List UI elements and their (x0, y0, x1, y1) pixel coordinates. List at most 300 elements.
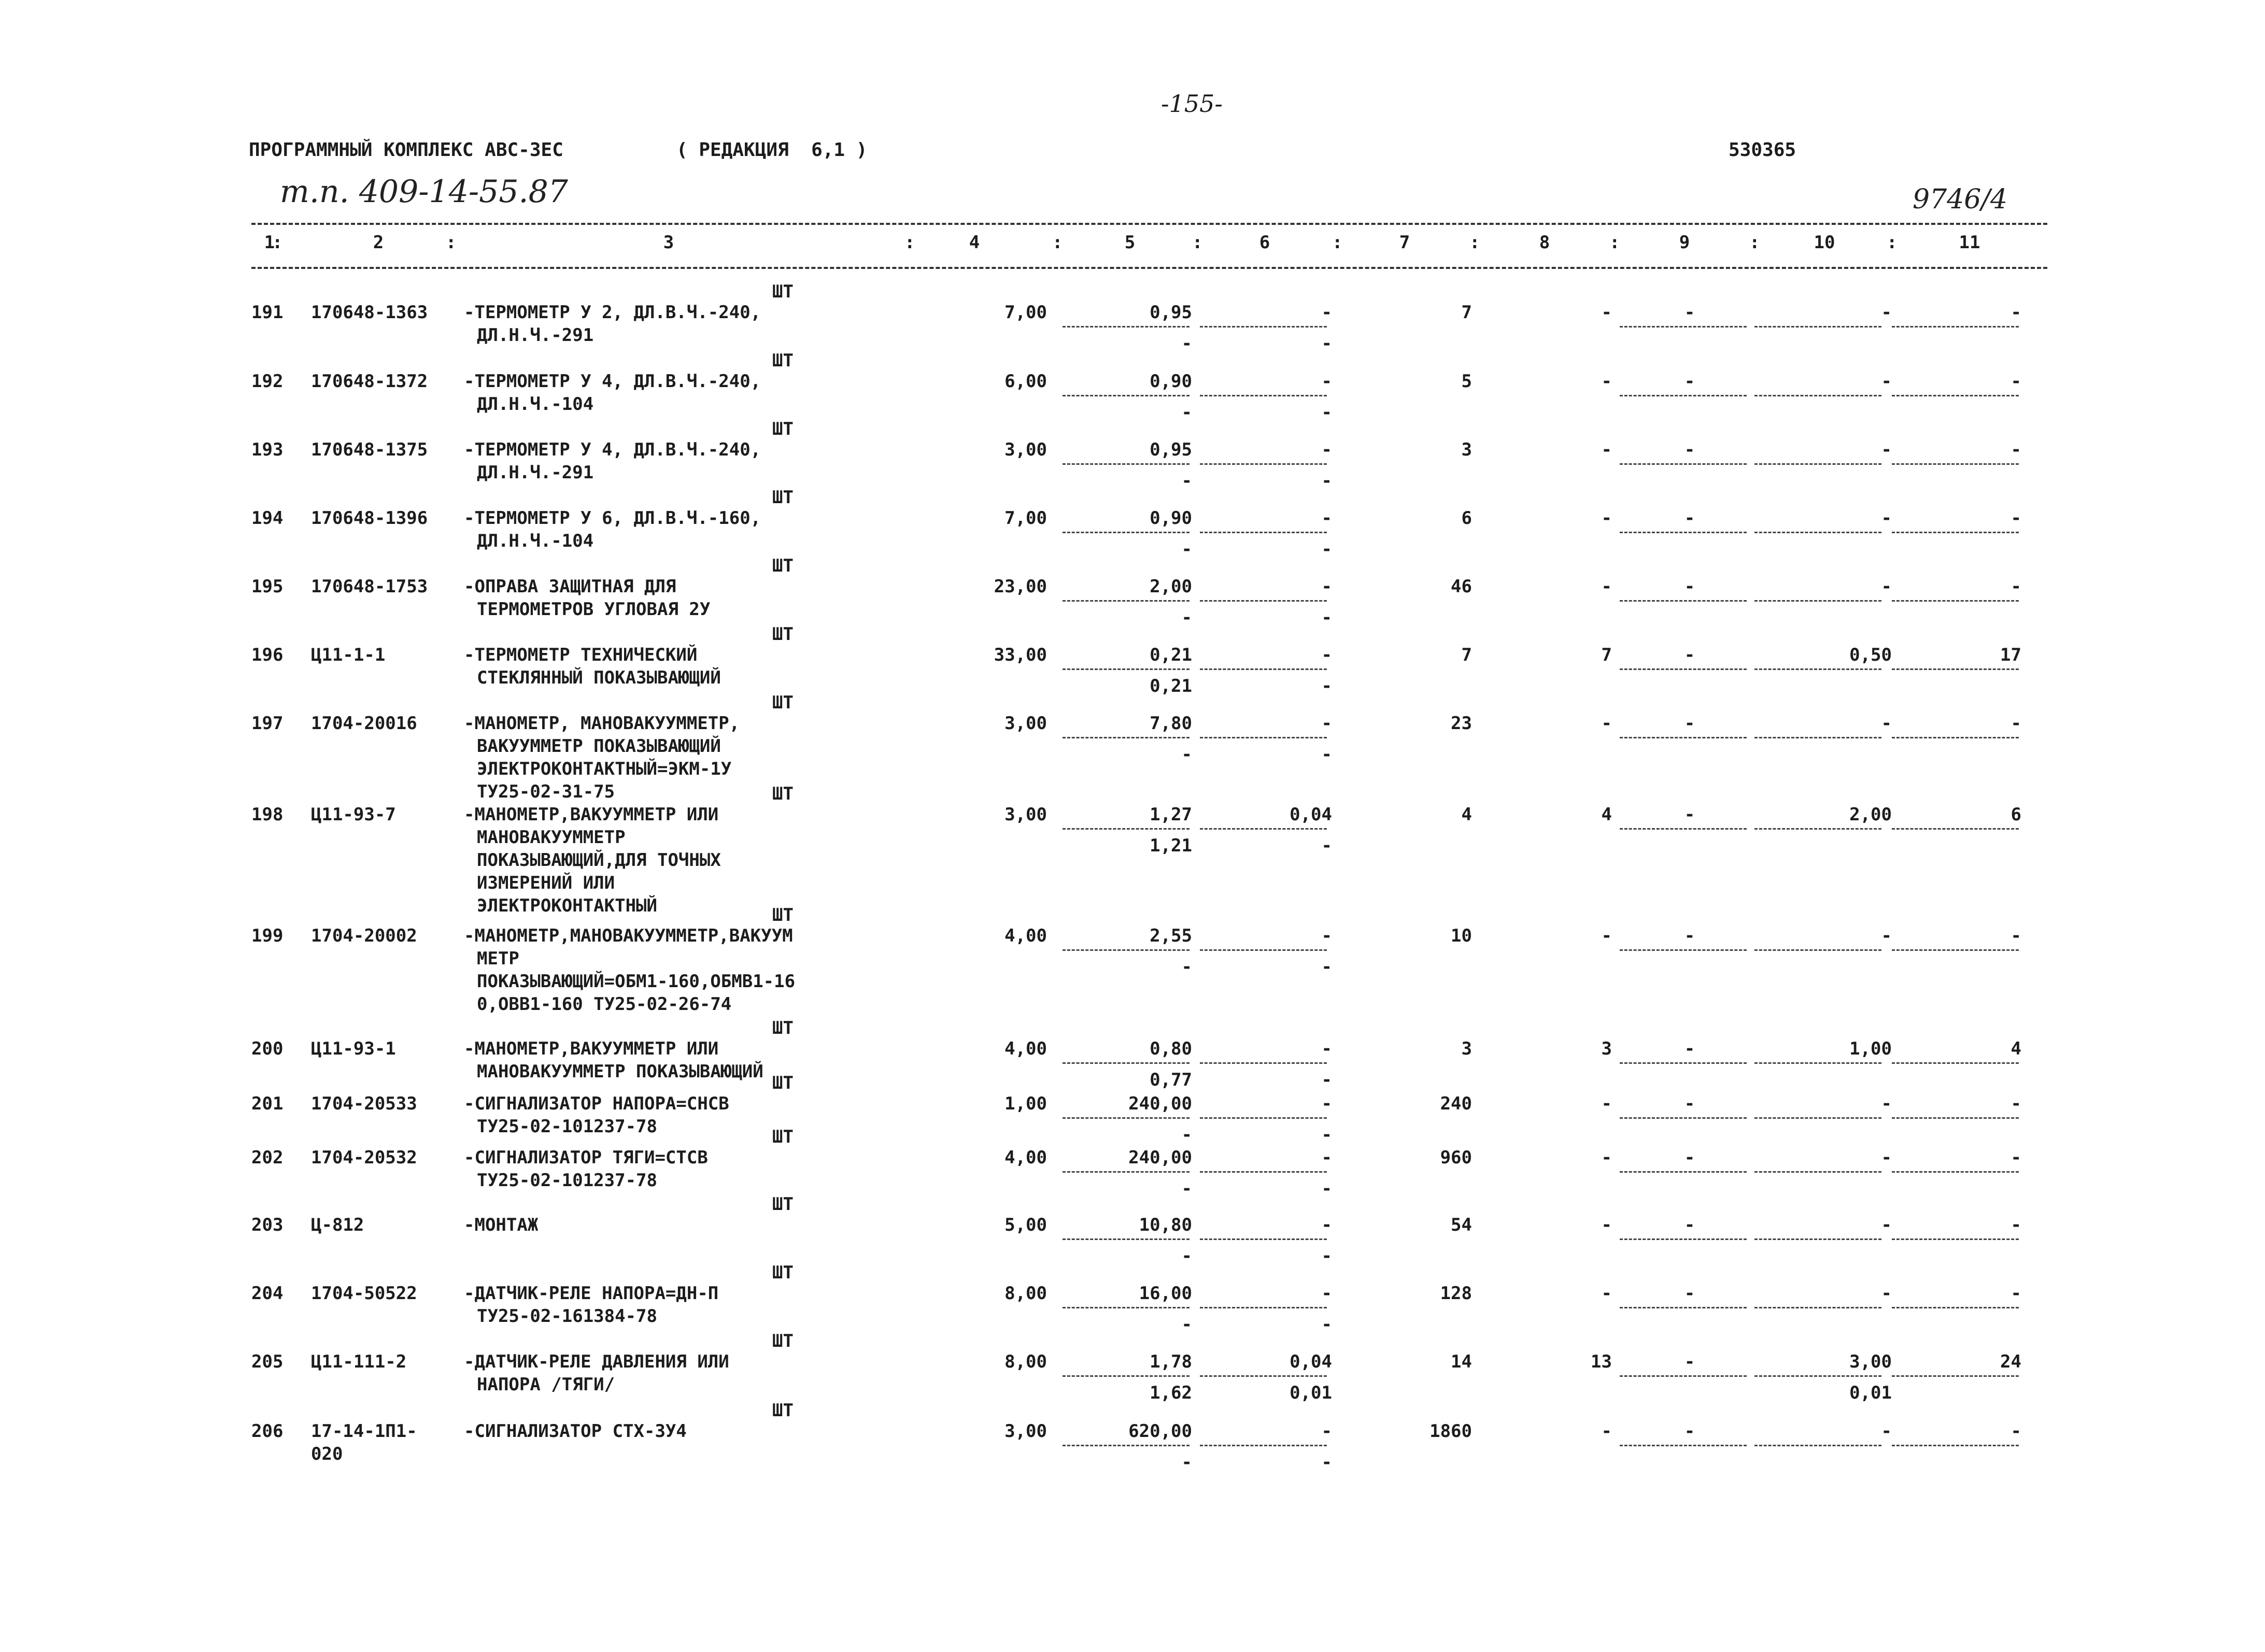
quantity: 23,00 (994, 576, 1047, 597)
item-name-line: ПОКАЗЫВАЮЩИЙ=ОБМ1-160,ОБМВ1-16 (477, 971, 796, 992)
col7-value: 6 (1461, 508, 1472, 529)
subtotal-rule (1892, 1238, 2019, 1240)
subtotal-rule (1200, 532, 1327, 533)
col5-second: - (1181, 607, 1192, 628)
row-number: 205 (251, 1351, 284, 1372)
item-name-line: -СИГНАЛИЗАТОР НАПОРА=СНСВ (464, 1093, 729, 1114)
subtotal-rule (1620, 1062, 1747, 1064)
col6-second: - (1321, 471, 1332, 491)
item-name-line: ДЛ.Н.Ч.-291 (477, 325, 594, 346)
row-number: 201 (251, 1093, 284, 1114)
col-header-9: 9 (1679, 232, 1690, 253)
unit-label: ШТ (772, 905, 794, 925)
item-code: 17-14-1П1- (311, 1421, 417, 1442)
col5-second: - (1181, 1314, 1192, 1335)
col8-value: - (1601, 576, 1612, 597)
item-code: Ц11-1-1 (311, 645, 386, 665)
col5-second: - (1181, 1178, 1192, 1199)
subtotal-rule (1892, 1117, 2019, 1119)
item-name-line: ИЗМЕРЕНИЙ ИЛИ (477, 873, 615, 893)
program-title: ПРОГРАММНЫЙ КОМПЛЕКС АВС-ЗЕС (249, 139, 563, 161)
col6-second: - (1321, 1246, 1332, 1266)
col5-value: 0,95 (1150, 302, 1192, 323)
col5-value: 0,90 (1150, 371, 1192, 392)
item-name-line: ТУ25-02-101237-78 (477, 1116, 657, 1137)
row-number: 202 (251, 1147, 284, 1168)
col5-second: - (1181, 471, 1192, 491)
item-code: Ц-812 (311, 1215, 364, 1235)
subtotal-rule (1200, 600, 1327, 602)
col10-value: - (1881, 1421, 1892, 1442)
col10-value: 0,50 (1849, 645, 1892, 665)
item-code: 170648-1363 (311, 302, 428, 323)
col6-second: 0,01 (1290, 1383, 1332, 1403)
subtotal-rule (1200, 949, 1327, 951)
row-number: 195 (251, 576, 284, 597)
unit-label: ШТ (772, 350, 794, 371)
col8-value: 4 (1601, 804, 1612, 825)
quantity: 7,00 (1004, 302, 1047, 323)
item-name-line: ЭЛЕКТРОКОНТАКТНЫЙ=ЭКМ-1У (477, 759, 732, 779)
col5-value: 16,00 (1139, 1283, 1192, 1304)
subtotal-rule (1754, 1171, 1881, 1173)
col5-second: 0,77 (1150, 1070, 1192, 1090)
col6-value: - (1321, 1038, 1332, 1059)
col9-value: - (1684, 1215, 1695, 1235)
col-separators: : (1192, 232, 1203, 253)
col10-value: 1,00 (1849, 1038, 1892, 1059)
row-number: 192 (251, 371, 284, 392)
row-number: 199 (251, 925, 284, 946)
col10-value: - (1881, 576, 1892, 597)
subtotal-rule (1200, 668, 1327, 670)
subtotal-rule (1063, 600, 1190, 602)
item-name-line: -МАНОМЕТР,ВАКУУММЕТР ИЛИ (464, 1038, 719, 1059)
col11-value: 4 (2011, 1038, 2021, 1059)
col8-value: - (1601, 925, 1612, 946)
col11-value: - (2011, 1283, 2021, 1304)
col6-value: 0,04 (1290, 804, 1332, 825)
col-header-4: 4 (969, 232, 980, 253)
col-header-6: 6 (1259, 232, 1270, 253)
header-rule (251, 267, 2047, 269)
col-header-2: 2 (373, 232, 384, 253)
quantity: 3,00 (1004, 1421, 1047, 1442)
row-number: 198 (251, 804, 284, 825)
subtotal-rule (1892, 1375, 2019, 1377)
item-name-line: НАПОРА /ТЯГИ/ (477, 1374, 615, 1395)
item-name-line: МЕТР (477, 948, 519, 969)
col11-value: - (2011, 1215, 2021, 1235)
subtotal-rule (1200, 463, 1327, 465)
col10-value: - (1881, 713, 1892, 734)
col6-second: - (1321, 607, 1332, 628)
quantity: 6,00 (1004, 371, 1047, 392)
col6-value: - (1321, 302, 1332, 323)
col5-second: - (1181, 402, 1192, 423)
col8-value: - (1601, 508, 1612, 529)
col10-value: - (1881, 302, 1892, 323)
subtotal-rule (1200, 828, 1327, 830)
subtotal-rule (1892, 949, 2019, 951)
col9-value: - (1684, 371, 1695, 392)
col10-value: 2,00 (1849, 804, 1892, 825)
subtotal-rule (1200, 395, 1327, 396)
col6-second: - (1321, 539, 1332, 560)
subtotal-rule (1200, 1307, 1327, 1308)
subtotal-rule (1892, 737, 2019, 738)
subtotal-rule (1754, 463, 1881, 465)
row-number: 203 (251, 1215, 284, 1235)
col-separators: : (1749, 232, 1760, 253)
quantity: 3,00 (1004, 804, 1047, 825)
item-name-line: -МАНОМЕТР,ВАКУУММЕТР ИЛИ (464, 804, 719, 825)
col9-value: - (1684, 576, 1695, 597)
item-name-line: -МОНТАЖ (464, 1215, 539, 1235)
subtotal-rule (1620, 1375, 1747, 1377)
col6-value: - (1321, 645, 1332, 665)
col5-second: - (1181, 957, 1192, 977)
col5-second: 0,21 (1150, 676, 1192, 696)
row-number: 206 (251, 1421, 284, 1442)
subtotal-rule (1200, 1117, 1327, 1119)
unit-label: ШТ (772, 1400, 794, 1421)
col8-value: 7 (1601, 645, 1612, 665)
unit-label: ШТ (772, 487, 794, 508)
item-name-line: ТЕРМОМЕТРОВ УГЛОВАЯ 2У (477, 599, 711, 620)
col10-value: - (1881, 1283, 1892, 1304)
quantity: 8,00 (1004, 1283, 1047, 1304)
subtotal-rule (1892, 463, 2019, 465)
subtotal-rule (1754, 1062, 1881, 1064)
col7-value: 128 (1440, 1283, 1472, 1304)
col5-value: 2,00 (1150, 576, 1192, 597)
col5-second: - (1181, 333, 1192, 354)
col9-value: - (1684, 1351, 1695, 1372)
col9-value: - (1684, 1421, 1695, 1442)
subtotal-rule (1892, 1307, 2019, 1308)
subtotal-rule (1754, 532, 1881, 533)
subtotal-rule (1754, 737, 1881, 738)
row-number: 193 (251, 439, 284, 460)
col11-value: - (2011, 1147, 2021, 1168)
col11-value: - (2011, 713, 2021, 734)
col6-second: - (1321, 676, 1332, 696)
subtotal-rule (1063, 1117, 1190, 1119)
subtotal-rule (1754, 1238, 1881, 1240)
col6-value: 0,04 (1290, 1351, 1332, 1372)
row-number: 204 (251, 1283, 284, 1304)
item-name-line: ТУ25-02-161384-78 (477, 1306, 657, 1327)
row-number: 197 (251, 713, 284, 734)
col10-second: 0,01 (1849, 1383, 1892, 1403)
subtotal-rule (1063, 395, 1190, 396)
col11-value: - (2011, 1421, 2021, 1442)
item-name-line: ТУ25-02-31-75 (477, 781, 615, 802)
col6-second: - (1321, 1452, 1332, 1473)
col5-second: - (1181, 744, 1192, 765)
col-header-8: 8 (1539, 232, 1550, 253)
item-code: 170648-1753 (311, 576, 428, 597)
item-name-line: ВАКУУММЕТР ПОКАЗЫВАЮЩИЙ (477, 736, 721, 757)
col8-value: - (1601, 1147, 1612, 1168)
item-name-line: -ТЕРМОМЕТР ТЕХНИЧЕСКИЙ (464, 645, 698, 665)
subtotal-rule (1754, 395, 1881, 396)
item-code: 170648-1396 (311, 508, 428, 529)
col7-value: 7 (1461, 645, 1472, 665)
unit-label: ШТ (772, 281, 794, 302)
subtotal-rule (1892, 1445, 2019, 1446)
subtotal-rule (1063, 737, 1190, 738)
col10-value: - (1881, 1215, 1892, 1235)
quantity: 3,00 (1004, 439, 1047, 460)
col10-value: - (1881, 1093, 1892, 1114)
item-name-line: -СИГНАЛИЗАТОР ТЯГИ=СТСВ (464, 1147, 708, 1168)
item-code: 170648-1375 (311, 439, 428, 460)
col-separators: : (1332, 232, 1343, 253)
col6-value: - (1321, 1283, 1332, 1304)
item-code: Ц11-93-1 (311, 1038, 396, 1059)
col6-second: - (1321, 1070, 1332, 1090)
item-code: 1704-20002 (311, 925, 417, 946)
col6-second: - (1321, 835, 1332, 856)
col8-value: - (1601, 1421, 1612, 1442)
item-name-line: -ТЕРМОМЕТР У 6, ДЛ.В.Ч.-160, (464, 508, 761, 529)
col11-value: 17 (2000, 645, 2021, 665)
col10-value: - (1881, 439, 1892, 460)
subtotal-rule (1892, 1062, 2019, 1064)
subtotal-rule (1754, 1445, 1881, 1446)
subtotal-rule (1754, 1375, 1881, 1377)
item-name-line: ДЛ.Н.Ч.-291 (477, 462, 594, 483)
col7-value: 4 (1461, 804, 1472, 825)
subtotal-rule (1892, 668, 2019, 670)
col10-value: - (1881, 508, 1892, 529)
col6-value: - (1321, 1147, 1332, 1168)
unit-label: ШТ (772, 784, 794, 804)
subtotal-rule (1200, 1445, 1327, 1446)
quantity: 3,00 (1004, 713, 1047, 734)
col5-value: 2,55 (1150, 925, 1192, 946)
col-header-11: 11 (1959, 232, 1980, 253)
subtotal-rule (1620, 828, 1747, 830)
quantity: 4,00 (1004, 1147, 1047, 1168)
subtotal-rule (1620, 600, 1747, 602)
subtotal-rule (1620, 737, 1747, 738)
col-separators: : (1887, 232, 1898, 253)
subtotal-rule (1754, 1307, 1881, 1308)
col-separators: : (904, 232, 915, 253)
col5-value: 0,95 (1150, 439, 1192, 460)
col-header-5: 5 (1124, 232, 1136, 253)
col9-value: - (1684, 645, 1695, 665)
col8-value: - (1601, 1283, 1612, 1304)
item-name-line: -МАНОМЕТР,МАНОВАКУУММЕТР,ВАКУУМ (464, 925, 793, 946)
col10-value: - (1881, 1147, 1892, 1168)
col11-value: - (2011, 371, 2021, 392)
subtotal-rule (1754, 828, 1881, 830)
col-separators: : (1052, 232, 1063, 253)
subtotal-rule (1620, 463, 1747, 465)
col6-value: - (1321, 1093, 1332, 1114)
subtotal-rule (1200, 1375, 1327, 1377)
item-code: 1704-50522 (311, 1283, 417, 1304)
col9-value: - (1684, 1093, 1695, 1114)
subtotal-rule (1063, 1445, 1190, 1446)
col-separators: : (272, 232, 283, 253)
col6-second: - (1321, 1178, 1332, 1199)
col6-second: - (1321, 1124, 1332, 1145)
subtotal-rule (1063, 828, 1190, 830)
page-number: -155- (1161, 90, 1223, 118)
subtotal-rule (1892, 600, 2019, 602)
subtotal-rule (1063, 949, 1190, 951)
col10-value: - (1881, 371, 1892, 392)
col6-second: - (1321, 1314, 1332, 1335)
col6-second: - (1321, 333, 1332, 354)
quantity: 4,00 (1004, 925, 1047, 946)
subtotal-rule (1200, 1238, 1327, 1240)
quantity: 5,00 (1004, 1215, 1047, 1235)
item-name-line: -ТЕРМОМЕТР У 4, ДЛ.В.Ч.-240, (464, 371, 761, 392)
col8-value: - (1601, 302, 1612, 323)
unit-label: ШТ (772, 1127, 794, 1147)
row-number: 196 (251, 645, 284, 665)
col10-value: - (1881, 925, 1892, 946)
col-header-7: 7 (1399, 232, 1410, 253)
item-name-line: ДЛ.Н.Ч.-104 (477, 531, 594, 551)
quantity: 8,00 (1004, 1351, 1047, 1372)
col7-value: 960 (1440, 1147, 1472, 1168)
col11-value: - (2011, 1093, 2021, 1114)
subtotal-rule (1620, 326, 1747, 327)
quantity: 1,00 (1004, 1093, 1047, 1114)
col5-second: 1,21 (1150, 835, 1192, 856)
col6-value: - (1321, 1215, 1332, 1235)
col11-value: - (2011, 925, 2021, 946)
subtotal-rule (1620, 1171, 1747, 1173)
col-header-1: 1 (264, 232, 275, 253)
item-name-line: ЭЛЕКТРОКОНТАКТНЫЙ (477, 895, 657, 916)
col9-value: - (1684, 1283, 1695, 1304)
col8-value: - (1601, 713, 1612, 734)
item-name-line: -ОПРАВА ЗАЩИТНАЯ ДЛЯ (464, 576, 676, 597)
item-name-line: -ДАТЧИК-РЕЛЕ ДАВЛЕНИЯ ИЛИ (464, 1351, 729, 1372)
col7-value: 14 (1451, 1351, 1472, 1372)
subtotal-rule (1892, 395, 2019, 396)
col6-value: - (1321, 508, 1332, 529)
unit-label: ШТ (772, 1331, 794, 1351)
col-separators: : (446, 232, 457, 253)
col9-value: - (1684, 1147, 1695, 1168)
subtotal-rule (1063, 532, 1190, 533)
unit-label: ШТ (772, 419, 794, 439)
subtotal-rule (1063, 1062, 1190, 1064)
item-code: Ц11-93-7 (311, 804, 396, 825)
item-name-line: ДЛ.Н.Ч.-104 (477, 394, 594, 415)
col5-value: 620,00 (1128, 1421, 1192, 1442)
item-name-line: -МАНОМЕТР, МАНОВАКУУММЕТР, (464, 713, 740, 734)
col5-second: 1,62 (1150, 1383, 1192, 1403)
item-name-line: -СИГНАЛИЗАТОР СТХ-3У4 (464, 1421, 687, 1442)
subtotal-rule (1754, 668, 1881, 670)
col5-value: 0,80 (1150, 1038, 1192, 1059)
col-separators: : (1469, 232, 1480, 253)
subtotal-rule (1063, 326, 1190, 327)
col8-value: - (1601, 439, 1612, 460)
col5-value: 1,78 (1150, 1351, 1192, 1372)
unit-label: ШТ (772, 1073, 794, 1093)
subtotal-rule (1200, 1171, 1327, 1173)
col5-value: 240,00 (1128, 1093, 1192, 1114)
subtotal-rule (1063, 1171, 1190, 1173)
col6-value: - (1321, 713, 1332, 734)
item-name-line: 0,ОВВ1-160 ТУ25-02-26-74 (477, 994, 732, 1015)
row-number: 200 (251, 1038, 284, 1059)
item-code: Ц11-111-2 (311, 1351, 407, 1372)
col5-value: 7,80 (1150, 713, 1192, 734)
col7-value: 3 (1461, 439, 1472, 460)
subtotal-rule (1754, 949, 1881, 951)
col10-value: 3,00 (1849, 1351, 1892, 1372)
subtotal-rule (1620, 949, 1747, 951)
item-name-line: МАНОВАКУУММЕТР ПОКАЗЫВАЮЩИЙ (477, 1061, 763, 1082)
project-number-handwritten: т.п. 409-14-55.87 (280, 174, 568, 210)
subtotal-rule (1200, 1062, 1327, 1064)
unit-label: ШТ (772, 1018, 794, 1038)
col-header-3: 3 (663, 232, 674, 253)
item-code-cont: 020 (311, 1444, 343, 1464)
subtotal-rule (1754, 326, 1881, 327)
subtotal-rule (1063, 1375, 1190, 1377)
subtotal-rule (1620, 1117, 1747, 1119)
quantity: 33,00 (994, 645, 1047, 665)
item-name-line: ПОКАЗЫВАЮЩИЙ,ДЛЯ ТОЧНЫХ (477, 850, 721, 871)
quantity: 4,00 (1004, 1038, 1047, 1059)
col6-value: - (1321, 1421, 1332, 1442)
item-name-line: -ТЕРМОМЕТР У 4, ДЛ.В.Ч.-240, (464, 439, 761, 460)
subtotal-rule (1892, 1171, 2019, 1173)
col7-value: 54 (1451, 1215, 1472, 1235)
subtotal-rule (1620, 532, 1747, 533)
col7-value: 10 (1451, 925, 1472, 946)
unit-label: ШТ (772, 556, 794, 576)
subtotal-rule (1620, 395, 1747, 396)
col11-value: 6 (2011, 804, 2021, 825)
subtotal-rule (1620, 668, 1747, 670)
col11-value: - (2011, 439, 2021, 460)
col9-value: - (1684, 508, 1695, 529)
col5-value: 10,80 (1139, 1215, 1192, 1235)
col7-value: 240 (1440, 1093, 1472, 1114)
quantity: 7,00 (1004, 508, 1047, 529)
col7-value: 3 (1461, 1038, 1472, 1059)
col9-value: - (1684, 302, 1695, 323)
col5-value: 0,21 (1150, 645, 1192, 665)
subtotal-rule (1200, 737, 1327, 738)
col5-value: 240,00 (1128, 1147, 1192, 1168)
item-code: 1704-20532 (311, 1147, 417, 1168)
col5-value: 1,27 (1150, 804, 1192, 825)
subtotal-rule (1892, 828, 2019, 830)
col7-value: 46 (1451, 576, 1472, 597)
row-number: 191 (251, 302, 284, 323)
item-code: 170648-1372 (311, 371, 428, 392)
col9-value: - (1684, 713, 1695, 734)
col7-value: 23 (1451, 713, 1472, 734)
col9-value: - (1684, 439, 1695, 460)
item-code: 1704-20533 (311, 1093, 417, 1114)
